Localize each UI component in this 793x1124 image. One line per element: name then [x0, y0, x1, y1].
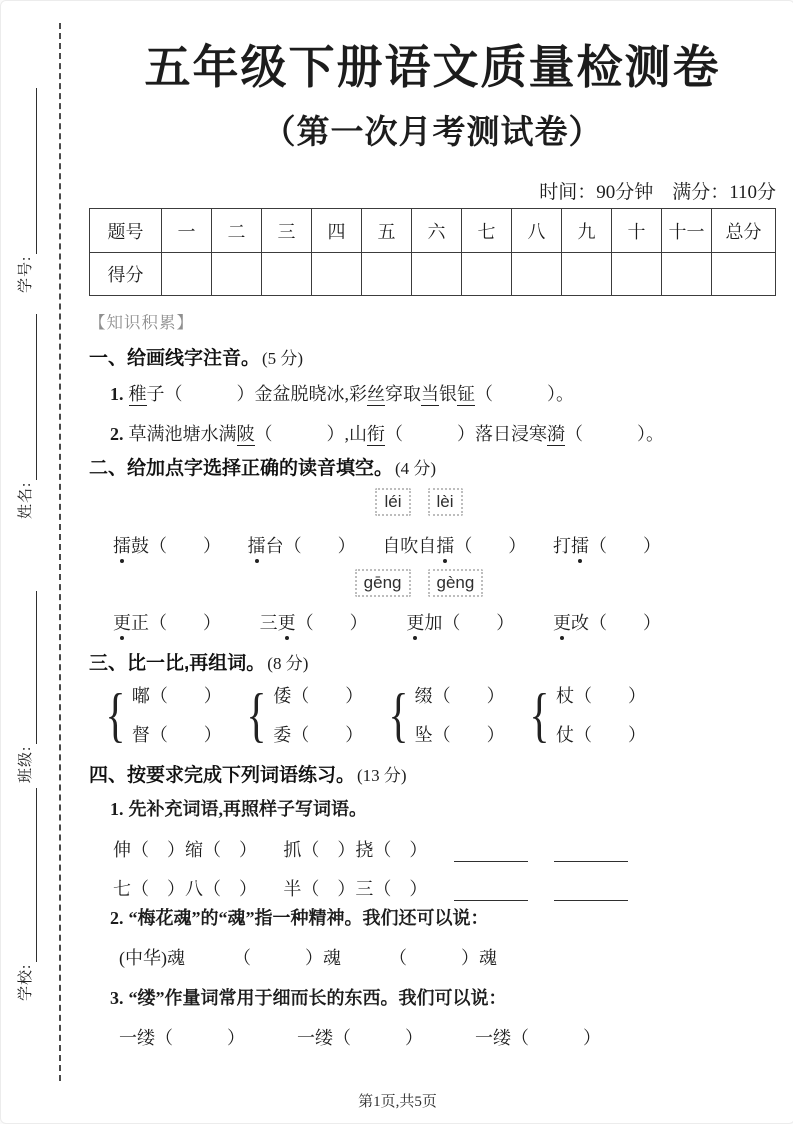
class-field: [15, 591, 37, 783]
pair-bottom: 委（ ）: [273, 725, 364, 745]
word-blank: 更加（ ）: [406, 613, 515, 633]
pinyin-option: léi: [375, 488, 410, 516]
lei-words-row: [113, 532, 661, 558]
section-4-q3: 3. “缕”作量词常用于细而长的东西。我们可以说：: [110, 988, 507, 1008]
word-blank: 七（ ）八（ ）: [113, 879, 257, 899]
word-pair: [101, 682, 222, 747]
score-cell: [562, 253, 612, 296]
answer-blank: （ ）: [432, 725, 505, 745]
pair-top: 倭（ ）: [273, 686, 364, 706]
word-blank: （ ）魂: [389, 948, 497, 968]
section-4-heading: 四、按要求完成下列词语练习。 (13 分): [89, 765, 407, 786]
answer-blank: （ ）: [588, 613, 661, 633]
geng-words-row: [113, 609, 661, 635]
word-blank: 自吹自擂（ ）: [382, 536, 527, 556]
school-label: 学校:: [18, 963, 34, 1001]
answer-blank: （ ）: [588, 536, 661, 556]
col-5: 五: [362, 209, 412, 253]
write-line: [554, 843, 628, 862]
score-cell: [662, 253, 712, 296]
word-pair: [242, 682, 363, 747]
name-field: [15, 314, 37, 519]
col-2: 二: [212, 209, 262, 253]
word-blank: 擂鼓（ ）: [113, 536, 221, 556]
pair-top: 嘟（ ）: [131, 686, 222, 706]
fill-words-row-2: [113, 875, 628, 901]
answer-blank: （ ）: [149, 536, 221, 556]
score-cell: [362, 253, 412, 296]
answer-blank: （ ）: [254, 424, 345, 444]
brace-glyph: {: [388, 681, 409, 748]
write-line: [454, 843, 528, 862]
compare-words-row: [101, 682, 646, 747]
score-row: [90, 253, 776, 296]
answer-blank: （ ）: [454, 536, 527, 556]
answer-blank: （ ）: [565, 424, 646, 444]
score-cell: [262, 253, 312, 296]
question-number-row: [90, 209, 776, 253]
answer-blank: （ ）: [291, 686, 364, 706]
score-cell: [462, 253, 512, 296]
class-label: 班级:: [18, 745, 34, 783]
pair-top: 杖（ ）: [555, 686, 646, 706]
word-blank: 一缕（ ）: [297, 1028, 423, 1048]
pinyin-option: lèi: [428, 488, 463, 516]
section-1-item-1: 1. 稚子（ ）金盆脱晓冰,彩丝穿取当银钲（ ）。: [110, 384, 574, 404]
col-10: 十: [612, 209, 662, 253]
answer-blank: （ ）: [291, 725, 364, 745]
col-6: 六: [412, 209, 462, 253]
col-7: 七: [462, 209, 512, 253]
pair-top: 缀（ ）: [414, 686, 505, 706]
brace-glyph: {: [246, 681, 267, 748]
answer-blank: （ ）: [283, 536, 356, 556]
student-id-label: 学号:: [18, 255, 34, 293]
page-title: 五年级下册语文质量检测卷: [144, 42, 721, 93]
word-blank: 抓（ ）挠（ ）: [283, 840, 428, 860]
answer-blank: （ ）: [573, 725, 646, 745]
answer-blank: （ ）: [432, 686, 505, 706]
section-4-q2: 2. “梅花魂”的“魂”指一种精神。我们还可以说：: [110, 908, 489, 928]
school-field: [15, 788, 37, 1001]
score-cell: [162, 253, 212, 296]
score-cell: [612, 253, 662, 296]
section-3-heading: 三、比一比,再组词。 (8 分): [89, 653, 309, 674]
write-line: [554, 882, 628, 901]
word-blank: (中华)魂: [119, 948, 185, 968]
pair-bottom: 仗（ ）: [555, 725, 646, 745]
section-4-q1: 1. 先补充词语,再照样子写词语。: [110, 799, 367, 819]
section-1-item-2: 2. 草满池塘水满陂（ ）,山衔（ ）落日浸寒漪（ ）。: [110, 424, 664, 444]
col-4: 四: [312, 209, 362, 253]
page-footer: 第1页,共5页: [358, 1094, 437, 1110]
word-blank: 擂台（ ）: [247, 536, 356, 556]
exam-subtitle: （第一次月考测试卷）: [262, 115, 603, 151]
answer-blank: （ ）: [385, 424, 475, 444]
knowledge-badge: 【知识积累】: [89, 314, 194, 332]
total-score-cell: [712, 253, 776, 296]
word-blank: 一缕（ ）: [475, 1028, 601, 1048]
hun-words-row: [119, 944, 497, 970]
brace-glyph: {: [529, 681, 550, 748]
word-blank: 更正（ ）: [113, 613, 221, 633]
col-8: 八: [512, 209, 562, 253]
word-pair: [384, 682, 505, 747]
student-id-write-line: [18, 88, 37, 254]
write-line: [454, 882, 528, 901]
pinyin-option: gèng: [428, 569, 484, 597]
name-write-line: [18, 314, 37, 480]
answer-blank: （ ）: [442, 613, 515, 633]
word-blank: （ ）魂: [233, 948, 341, 968]
school-write-line: [18, 788, 37, 962]
pinyin-options-geng: [89, 569, 749, 597]
score-cell: [212, 253, 262, 296]
question-number-header: 题号: [90, 209, 162, 253]
col-3: 三: [262, 209, 312, 253]
answer-blank: （ ）: [573, 686, 646, 706]
pinyin-option: gēng: [355, 569, 411, 597]
score-row-label: 得分: [90, 253, 162, 296]
pair-bottom: 坠（ ）: [414, 725, 505, 745]
fold-dashed-line: [59, 23, 61, 1081]
pair-bottom: 督（ ）: [131, 725, 222, 745]
word-blank: 打擂（ ）: [552, 536, 661, 556]
answer-blank: （ ）: [149, 686, 222, 706]
col-9: 九: [562, 209, 612, 253]
score-cell: [512, 253, 562, 296]
name-label: 姓名:: [18, 481, 34, 519]
answer-blank: （ ）: [149, 725, 222, 745]
total-score-header: 总分: [712, 209, 776, 253]
col-11: 十一: [662, 209, 712, 253]
answer-blank: （ ）: [149, 613, 221, 633]
score-cell: [412, 253, 462, 296]
word-blank: 半（ ）三（ ）: [283, 879, 428, 899]
answer-blank: （ ）: [295, 613, 368, 633]
score-table: [89, 208, 776, 296]
pinyin-options-lei: [89, 488, 749, 516]
word-blank: 伸（ ）缩（ ）: [113, 840, 257, 860]
brace-glyph: {: [105, 681, 126, 748]
word-blank: 更改（ ）: [552, 613, 661, 633]
word-blank: 三更（ ）: [259, 613, 368, 633]
section-1-heading: 一、给画线字注音。 (5 分): [89, 348, 304, 369]
col-1: 一: [162, 209, 212, 253]
section-2-heading: 二、给加点字选择正确的读音填空。 (4 分): [89, 458, 437, 479]
word-pair: [525, 682, 646, 747]
answer-blank: （ ）: [164, 384, 255, 404]
student-id-field: [15, 88, 37, 293]
fill-words-row-1: [113, 836, 628, 862]
time-score-note: 时间：90分钟 满分：110分: [539, 182, 776, 203]
lv-words-row: [119, 1024, 601, 1050]
class-write-line: [18, 591, 37, 744]
score-cell: [312, 253, 362, 296]
answer-blank: （ ）: [475, 384, 556, 404]
word-blank: 一缕（ ）: [119, 1028, 245, 1048]
